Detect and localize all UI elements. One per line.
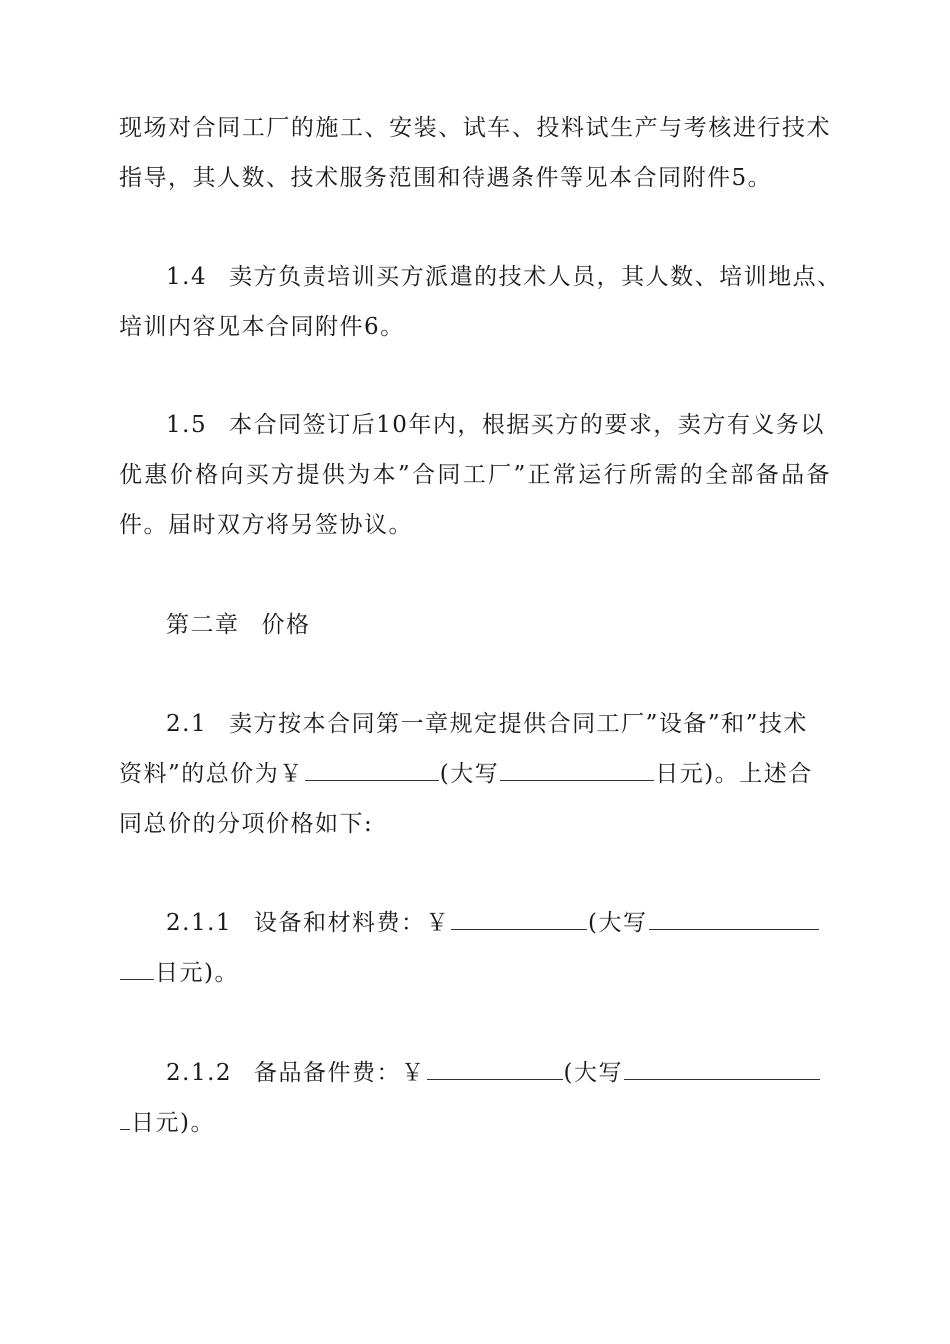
section-number: 2.1.2 bbox=[166, 1060, 233, 1086]
paragraph-text: 卖方负责培训买方派遣的技术人员，其人数、培训地点、 bbox=[229, 264, 842, 290]
chapter-number: 第二章 bbox=[166, 612, 240, 638]
amount-words-blank bbox=[624, 1059, 820, 1080]
paragraph-text: 日元)。 bbox=[131, 1110, 215, 1136]
paragraph-text: (大写 bbox=[588, 910, 648, 936]
text-line bbox=[119, 460, 831, 490]
paragraph-text: 日元)。 bbox=[155, 960, 239, 986]
section-2-1-2-line bbox=[166, 1058, 831, 1088]
section-number: 2.1 bbox=[166, 711, 208, 737]
text-line bbox=[119, 113, 831, 143]
paragraph-text: 指导，其人数、技术服务范围和待遇条件等见本合同附件5。 bbox=[119, 165, 773, 191]
amount-words-blank bbox=[120, 959, 154, 980]
text-line bbox=[119, 759, 831, 789]
paragraph-text: 日元)。上述合 bbox=[655, 761, 813, 787]
text-line bbox=[119, 510, 831, 540]
paragraph-text: 备品备件费：￥ bbox=[254, 1060, 426, 1086]
amount-blank bbox=[427, 1059, 563, 1080]
paragraph-text: 卖方按本合同第一章规定提供合同工厂”设备”和”技术 bbox=[229, 711, 808, 737]
text-line bbox=[119, 312, 831, 342]
paragraph-text: 件。届时双方将另签协议。 bbox=[119, 512, 413, 538]
section-number: 1.5 bbox=[166, 412, 208, 438]
chapter-title: 价格 bbox=[261, 612, 311, 638]
amount-words-blank bbox=[649, 909, 819, 930]
section-2-1-line bbox=[166, 709, 831, 739]
paragraph-text: (大写 bbox=[563, 1060, 624, 1086]
section-number: 1.4 bbox=[166, 264, 208, 290]
paragraph-text: 优惠价格向买方提供为本”合同工厂”正常运行所需的全部备品备 bbox=[119, 462, 831, 488]
paragraph-text: 培训内容见本合同附件6。 bbox=[119, 314, 405, 340]
paragraph-text: 本合同签订后10年内，根据买方的要求，卖方有义务以 bbox=[229, 412, 825, 438]
section-number: 2.1.1 bbox=[166, 910, 233, 936]
chapter-heading bbox=[166, 610, 831, 640]
amount-blank bbox=[305, 760, 439, 781]
text-line bbox=[119, 163, 831, 193]
paragraph-text: 设备和材料费：￥ bbox=[254, 910, 451, 936]
paragraph-text: (大写 bbox=[439, 761, 500, 787]
amount-words-blank bbox=[500, 760, 654, 781]
text-line bbox=[119, 809, 831, 839]
section-2-1-1-line bbox=[166, 908, 831, 938]
section-1-5-line bbox=[166, 410, 831, 440]
paragraph-text: 现场对合同工厂的施工、安装、试车、投料试生产与考核进行技术 bbox=[119, 115, 831, 141]
amount-blank bbox=[451, 909, 587, 930]
text-line bbox=[119, 958, 831, 988]
paragraph-text: 同总价的分项价格如下: bbox=[119, 811, 374, 837]
amount-words-blank bbox=[120, 1109, 130, 1130]
section-1-4-line bbox=[166, 262, 842, 292]
text-line bbox=[119, 1108, 831, 1138]
paragraph-text: 资料”的总价为￥ bbox=[119, 761, 304, 787]
